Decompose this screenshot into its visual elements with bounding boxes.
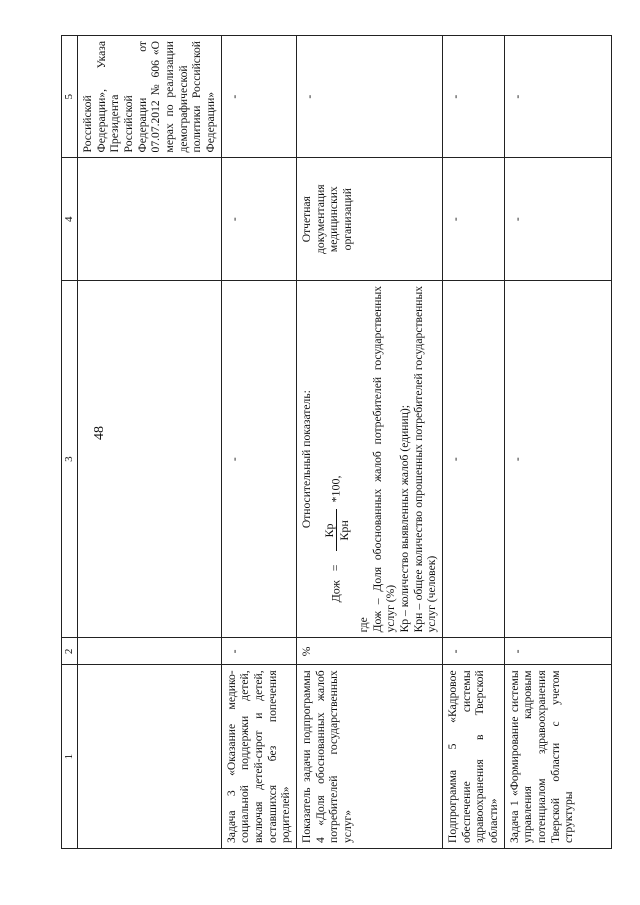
cell: Подпрограмма 5 «Кадровое обеспечение системы здравоохранения в Тверской области» — [443, 665, 505, 849]
table-row — [504, 36, 611, 849]
header-col-2: 2 — [62, 638, 78, 665]
cell: - — [504, 158, 611, 280]
formula-denominator: Крн — [336, 520, 351, 541]
formula-where: где — [357, 617, 371, 633]
formula-intro: Относительный показатель: — [300, 390, 314, 529]
cell — [77, 638, 221, 665]
formula-def: Крн – общее количество опрошенных потребителей государственных услуг (человек) — [411, 285, 439, 633]
cell: - — [504, 638, 611, 665]
cell — [77, 158, 221, 280]
formula-cell — [297, 280, 443, 638]
cell: % — [297, 638, 443, 665]
cell: - — [221, 638, 296, 665]
cell: - — [443, 280, 505, 638]
table-row — [221, 36, 296, 849]
cell: - — [504, 36, 611, 158]
table-row — [297, 36, 443, 849]
cell: - — [443, 36, 505, 158]
table-row — [443, 36, 505, 849]
formula — [322, 286, 351, 603]
cell: - — [504, 280, 611, 638]
table-header-row — [62, 36, 78, 849]
cell: Отчетная документация медицинских организаций — [297, 158, 443, 280]
cell: Российской Федерации», Указа Президента Российской Федерации от 07.07.2012 № 606 «О мерах по реализации демографической политики Российской Федерации» — [77, 36, 221, 158]
cell — [77, 665, 221, 849]
indicators-table — [61, 35, 612, 849]
header-col-5: 5 — [62, 36, 78, 158]
formula-def: Кр – количество выявленных жалоб (единиц); — [398, 405, 412, 633]
formula-eq: = — [328, 564, 343, 572]
cell: - — [443, 158, 505, 280]
cell: Задача 1 «Формирование системы управления кадровым потенциалом здравоохранения Тверской области с учетом структуры — [504, 665, 611, 849]
header-col-3: 3 — [62, 280, 78, 638]
cell: - — [297, 36, 443, 158]
formula-mult: *100, — [328, 475, 343, 503]
formula-numerator: Кр — [322, 509, 337, 551]
formula-fraction — [322, 509, 351, 551]
cell — [77, 280, 221, 638]
cell: - — [221, 158, 296, 280]
cell: - — [443, 638, 505, 665]
formula-def: Дож – Доля обоснованных жалоб потребителей государственных услуг (%) — [370, 285, 398, 633]
header-col-4: 4 — [62, 158, 78, 280]
formula-lhs: Дож — [328, 580, 343, 603]
rotated-page — [61, 35, 612, 849]
cell: Показатель задачи подпрограммы 4 «Доля обоснованных жалоб потребителей государственных услуг» — [297, 665, 443, 849]
cell: - — [221, 36, 296, 158]
table-row — [77, 36, 221, 849]
page-number: 48 — [92, 426, 107, 440]
header-col-1: 1 — [62, 665, 78, 849]
cell: Задача 3 «Оказание медико-социальной поддержки детей, включая детей-сирот и детей, оставшихся без попечения родителей» — [221, 665, 296, 849]
cell: - — [221, 280, 296, 638]
